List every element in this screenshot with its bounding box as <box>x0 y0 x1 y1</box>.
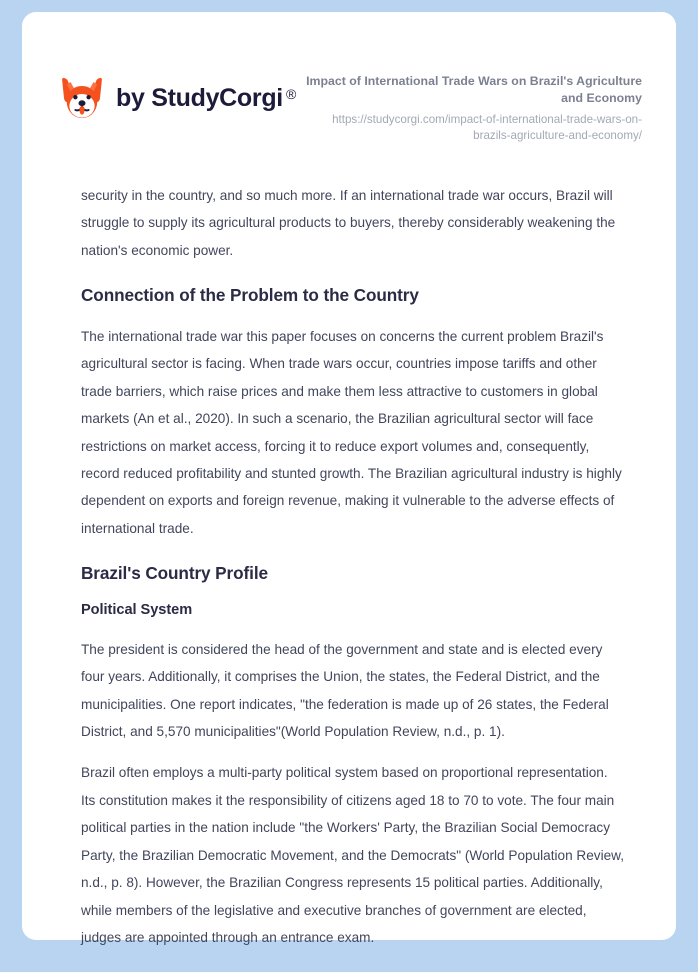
brand-logo[interactable] <box>58 60 296 122</box>
document-url[interactable]: https://studycorgi.com/impact-of-international-trade-wars-on-brazils-agriculture-and-economy/ <box>332 112 642 143</box>
document-header <box>22 60 676 152</box>
document-page <box>22 12 676 946</box>
registered-trademark-icon: ® <box>285 85 296 102</box>
section-paragraph-connection: The international trade war this paper focuses on concerns the current problem Brazil's agricultural sector is facing. When trade wars occur, countries impose tariffs and other trade barriers, which raise prices and make them less attractive to customers in global markets (An et al., 2020). In such a scenario, the Brazilian agricultural sector will face restrictions on market access, forcing it to reduce export volumes and, consequently, record reduced profitability and stunted growth. The Brazilian agricultural industry is highly dependent on exports and foreign revenue, making it vulnerable to the adverse effects of international trade. <box>81 328 622 536</box>
document-title: Impact of International Trade Wars on Brazil's Agriculture and Economy <box>306 74 642 105</box>
intro-paragraph: security in the country, and so much more. If an international trade war occurs, Brazil will struggle to supply its agricultural products to buyers, thereby considerably weakening the nation's economic power. <box>81 188 616 258</box>
political-system-paragraph-1: The president is considered the head of the government and state and is elected every four years. Additionally, it comprises the Union, the states, the Federal District, and the municipalities. One report indicates, "the federation is made up of 26 states, the Federal District, and 5,570 municipalities"(World Population Review, n.d., p. 1). <box>81 641 609 740</box>
political-system-paragraph-2: Brazil often employs a multi-party political system based on proportional representation. Its constitution makes it the responsibility of citizens aged 18 to 70 to vote. The four main political parties in the nation include "the Workers' Party, the Brazilian Social Democracy Party, the Brazilian Democratic Movement, and the Democrats" (World Population Review, n.d., p. 8). However, the Brazilian Congress represents 15 political parties. Additionally, while members of the legislative and executive branches of government are elected, judges are appointed through an entrance exam. <box>81 765 625 946</box>
subsection-heading-political-system: Political System <box>81 601 193 618</box>
header-meta <box>296 60 642 145</box>
document-body <box>22 182 676 972</box>
brand-wordmark-text: by StudyCorgi <box>116 83 283 112</box>
corgi-face-icon <box>58 74 106 122</box>
section-heading-country-profile: Brazil's Country Profile <box>81 563 268 584</box>
section-heading-connection: Connection of the Problem to the Country <box>81 285 419 306</box>
brand-wordmark <box>116 83 296 112</box>
